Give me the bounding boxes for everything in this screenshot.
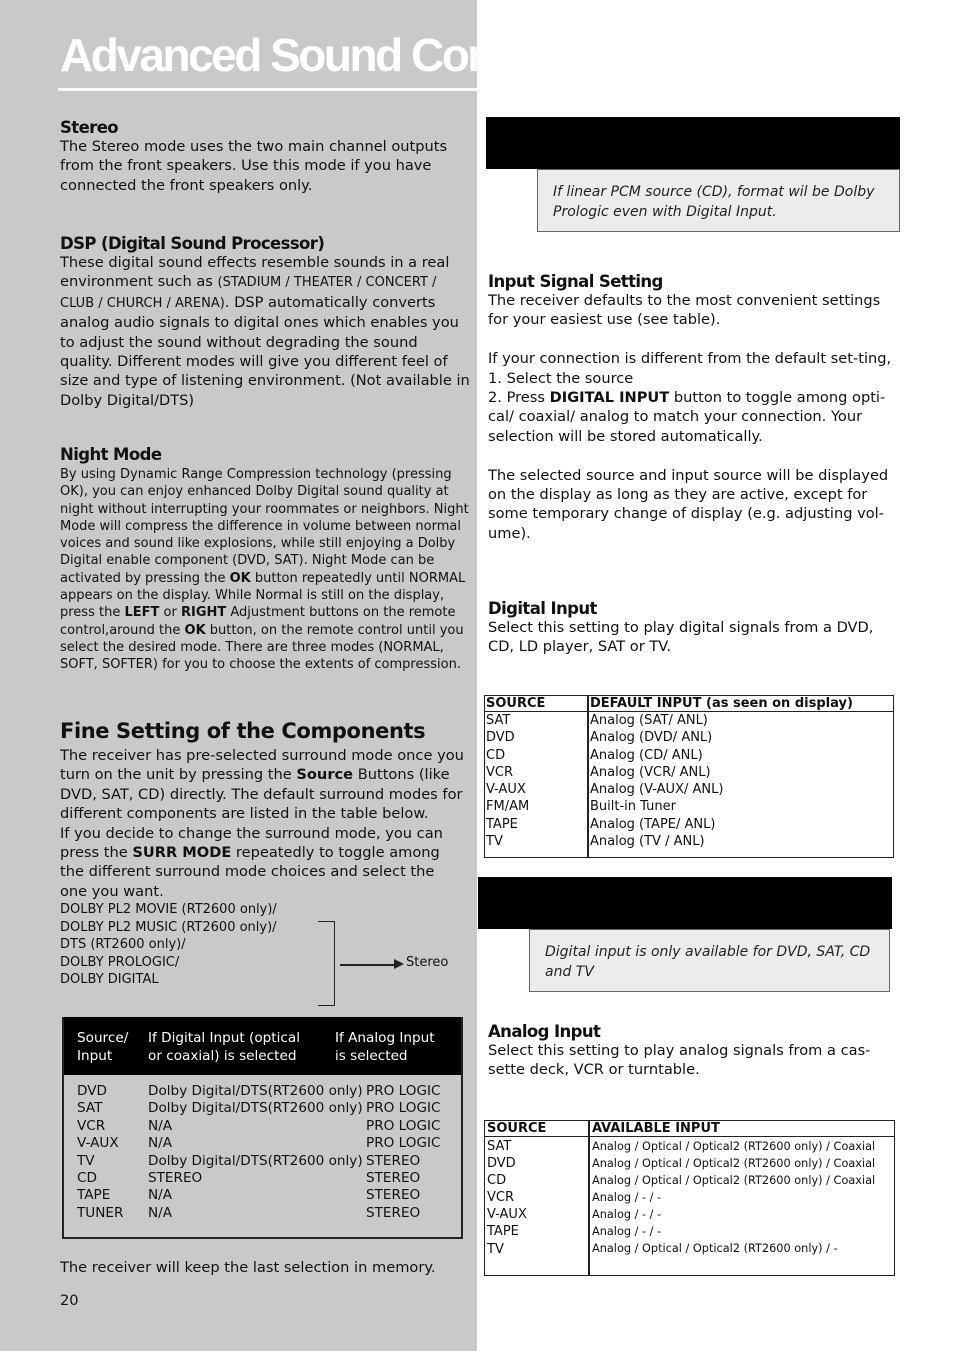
cell-analog: PRO LOGIC	[366, 1100, 441, 1117]
table-row: SAT	[487, 1139, 512, 1154]
dsp-modes: (STADIUM / THEATER / CONCERT / CLUB / CHURCH / ARENA)	[60, 275, 437, 311]
cell-analog: STEREO	[366, 1187, 421, 1204]
header-source: SOURCE	[486, 696, 546, 711]
header-digital: If Digital Input (optical or coaxial) is selected	[148, 1030, 300, 1064]
memory-note: The receiver will keep the last selection in memory.	[60, 1259, 436, 1276]
table-row: Analog / - / -	[592, 1191, 662, 1204]
surround-mode-item: DOLBY PL2 MUSIC (RT2600 only)/	[60, 919, 277, 935]
fine-t2: Buttons (like DVD, SAT, CD) directly. The default surround modes for different components are listed in the table below.	[60, 766, 463, 823]
stereo-arrow-label: Stereo	[406, 955, 449, 970]
page-number: 20	[60, 1292, 79, 1309]
table-row	[64, 1118, 461, 1135]
header-source: SOURCE	[487, 1121, 547, 1136]
cell-digital: Dolby Digital/DTS(RT2600 only)	[148, 1083, 363, 1099]
header-source-input: Source/ Input	[77, 1030, 129, 1064]
table-row: V-AUX	[487, 1207, 527, 1223]
arrow-line	[340, 964, 397, 966]
cell-source: DVD	[77, 1083, 107, 1099]
dsp-text-b: . DSP automatically converts analog audio signals to digital ones which enables you to adjust the sound without degrading the sound quality. Different modes will give you different feel of size and type of listening environment. (Not available in Dolby Digital/DTS)	[60, 293, 470, 409]
left-key: LEFT	[124, 605, 160, 621]
available-inputs	[592, 1138, 875, 1257]
available-table-header	[485, 1121, 894, 1137]
night-section	[60, 445, 470, 674]
fine-t4: repeatedly to toggle among the different surround mode choices and select the one you want.	[60, 844, 440, 900]
digital-input-heading: Digital Input	[488, 599, 597, 618]
table-row: Analog (SAT/ ANL)	[590, 713, 708, 728]
cell-analog: PRO LOGIC	[366, 1117, 441, 1134]
cell-source: TUNER	[77, 1204, 124, 1221]
column-divider	[587, 696, 589, 857]
stereo-section	[60, 118, 470, 195]
table-row: Analog (V-AUX/ ANL)	[590, 782, 724, 798]
night-t3: or	[159, 605, 181, 621]
cell-source: VCR	[77, 1117, 106, 1134]
surround-mode-list	[60, 901, 465, 989]
cell-digital: N/A	[148, 1187, 173, 1204]
cell-source: SAT	[77, 1100, 103, 1117]
cell-digital: N/A	[148, 1117, 173, 1134]
table-row: Analog (TV / ANL)	[590, 834, 705, 850]
step2-a: 2. Press	[488, 389, 550, 407]
fine-text-2	[60, 824, 465, 902]
stereo-text: The Stereo mode uses the two main channel outputs from the front speakers. Use this mode if you have connected the front speakers only.	[60, 138, 448, 194]
digital-input-section	[488, 599, 898, 657]
header-analog: If Analog Input is selected	[335, 1030, 435, 1064]
table-row: Analog / - / -	[592, 1208, 662, 1221]
cell-source: CD	[77, 1169, 97, 1186]
fine-heading: Fine Setting of the Components	[60, 719, 426, 743]
dsp-text-a: These digital sound effects resemble sounds in a real environment such as	[60, 254, 450, 291]
fine-text-1	[60, 746, 465, 824]
table-row: Analog (TAPE/ ANL)	[590, 816, 716, 832]
digital-input-key: DIGITAL INPUT	[549, 389, 670, 407]
table-row: VCR	[487, 1190, 515, 1206]
header-default-input: DEFAULT INPUT (as seen on display)	[590, 696, 853, 711]
table-row	[64, 1135, 461, 1152]
input-signal-step2	[488, 388, 900, 446]
title-rule	[58, 88, 477, 91]
available-sources	[487, 1138, 527, 1258]
arrow-right-icon	[394, 959, 404, 969]
cell-digital: Dolby Digital/DTS(RT2600 only)	[148, 1100, 363, 1117]
default-inputs	[590, 712, 723, 850]
table-row: Built-in Tuner	[590, 799, 676, 815]
night-t2: button repeatedly until NORMAL appears on the display. While Normal is still on the display, press the	[60, 570, 466, 621]
note-header-bar-2	[478, 877, 892, 929]
cell-digital: N/A	[148, 1204, 173, 1221]
mode-table-body	[64, 1083, 461, 1222]
table-row	[64, 1170, 461, 1187]
fine-setting-section	[60, 719, 465, 989]
table-row: TV	[487, 1241, 504, 1257]
cell-analog: PRO LOGIC	[366, 1135, 441, 1152]
surround-mode-item: DOLBY DIGITAL	[60, 972, 159, 988]
table-row	[64, 1153, 461, 1170]
table-row: DVD	[486, 730, 515, 746]
table-row: Analog (DVD/ ANL)	[590, 730, 713, 746]
table-row	[64, 1083, 461, 1100]
cell-source: TV	[77, 1152, 95, 1169]
input-signal-section	[488, 272, 900, 543]
analog-input-text: Select this setting to play analog signals from a cas-sette deck, VCR or turntable.	[488, 1042, 871, 1079]
dsp-section	[60, 234, 472, 410]
note-header-bar-1	[486, 117, 900, 169]
cell-digital: STEREO	[148, 1169, 203, 1186]
analog-input-heading: Analog Input	[488, 1022, 601, 1041]
step2-b: button to toggle among opti-cal/ coaxial/ analog to match your connection. Your selection will be stored automatically.	[488, 389, 886, 445]
table-row: TV	[486, 834, 503, 850]
cell-analog: PRO LOGIC	[366, 1083, 441, 1099]
input-signal-p3: The selected source and input source will be displayed on the display as long as they are active, except for some temporary change of display (e.g. adjusting vol-ume).	[488, 466, 889, 542]
fine-t1: The receiver has pre-selected surround mode once you turn on the unit by pressing the	[60, 747, 464, 784]
table-row	[64, 1187, 461, 1204]
table-row: CD	[486, 747, 506, 763]
default-input-table	[484, 695, 894, 858]
input-signal-heading: Input Signal Setting	[488, 272, 663, 291]
table-row: TAPE	[486, 816, 518, 832]
cell-analog: STEREO	[366, 1152, 421, 1169]
night-t4: Adjustment buttons on the remote control,around the	[60, 605, 456, 638]
cell-source: TAPE	[77, 1187, 111, 1204]
table-row: Analog / Optical / Optical2 (RT2600 only) / -	[592, 1242, 838, 1255]
digital-availability-note: Digital input is only available for DVD, SAT, CD and TV	[529, 929, 890, 992]
fine-t3: If you decide to change the surround mode, you can press the	[60, 824, 443, 862]
page-title: Advanced Sound Control	[60, 29, 557, 81]
analog-input-section	[488, 1022, 898, 1080]
table-row	[64, 1100, 461, 1117]
surround-mode-item: DTS (RT2600 only)/	[60, 937, 186, 953]
table-row: Analog (VCR/ ANL)	[590, 764, 711, 780]
night-t1: By using Dynamic Range Compression technology (pressing OK), you can enjoy enhanced Dolby Digital sound quality at night without interrupting your roommates or neighbors. Night Mode will compress the difference in volume between normal voices and sound like explosions, while still enjoying a Dolby Digital enable component (DVD, SAT). Night Mode can be activated by pressing the	[60, 467, 469, 586]
surround-mode-item: DOLBY PROLOGIC/	[60, 954, 180, 970]
night-heading: Night Mode	[60, 445, 162, 464]
table-row	[64, 1205, 461, 1222]
cell-analog: STEREO	[366, 1204, 421, 1221]
table-row: V-AUX	[486, 782, 526, 798]
cell-digital: Dolby Digital/DTS(RT2600 only)	[148, 1152, 363, 1169]
dsp-heading: DSP (Digital Sound Processor)	[60, 234, 325, 253]
table-row: Analog / Optical / Optical2 (RT2600 only) / Coaxial	[592, 1174, 876, 1187]
cell-digital: N/A	[148, 1135, 173, 1152]
stereo-heading: Stereo	[60, 118, 119, 137]
available-input-table	[484, 1120, 895, 1276]
input-signal-step1: 1. Select the source	[488, 369, 634, 387]
pcm-note-box: If linear PCM source (CD), format wil be Dolby Prologic even with Digital Input.	[537, 169, 900, 232]
header-available-input: AVAILABLE INPUT	[592, 1121, 720, 1136]
table-row: Analog / Optical / Optical2 (RT2600 only) / Coaxial	[592, 1140, 876, 1153]
night-text	[60, 466, 470, 674]
default-sources	[486, 712, 529, 850]
source-key: Source	[296, 766, 354, 784]
table-row: DVD	[487, 1156, 516, 1172]
table-row: VCR	[486, 764, 514, 780]
surround-mode-item: DOLBY PL2 MOVIE (RT2600 only)/	[60, 902, 277, 918]
mode-table-header	[64, 1017, 461, 1075]
table-row: Analog (CD/ ANL)	[590, 747, 703, 763]
digital-input-text: Select this setting to play digital signals from a DVD, CD, LD player, SAT or TV.	[488, 619, 874, 656]
input-signal-p1: The receiver defaults to the most convenient settings for your easiest use (see table).	[488, 292, 881, 329]
table-row: TAPE	[487, 1224, 519, 1240]
cell-source: V-AUX	[77, 1135, 119, 1152]
table-row: Analog / - / -	[592, 1225, 662, 1238]
surr-mode-key: SURR MODE	[132, 844, 232, 862]
table-row: CD	[487, 1173, 507, 1189]
cell-analog: STEREO	[366, 1169, 421, 1186]
table-row: SAT	[486, 713, 511, 728]
column-divider	[588, 1121, 590, 1275]
mode-bracket	[318, 921, 335, 1006]
dsp-text	[60, 253, 472, 410]
table-row: Analog / Optical / Optical2 (RT2600 only) / Coaxial	[592, 1157, 876, 1170]
right-key: RIGHT	[180, 605, 227, 621]
surround-mode-table	[62, 1017, 463, 1239]
default-table-header	[485, 696, 893, 712]
table-row: FM/AM	[486, 799, 530, 815]
ok-key-1: OK	[229, 570, 251, 586]
ok-key-2: OK	[184, 622, 206, 638]
night-t5: button, on the remote control until you select the desired mode. There are three modes (NORMAL, SOFT, SOFTER) for you to choose the extents of compression.	[60, 622, 464, 673]
input-signal-p2: If your connection is different from the default set-ting,	[488, 350, 892, 368]
